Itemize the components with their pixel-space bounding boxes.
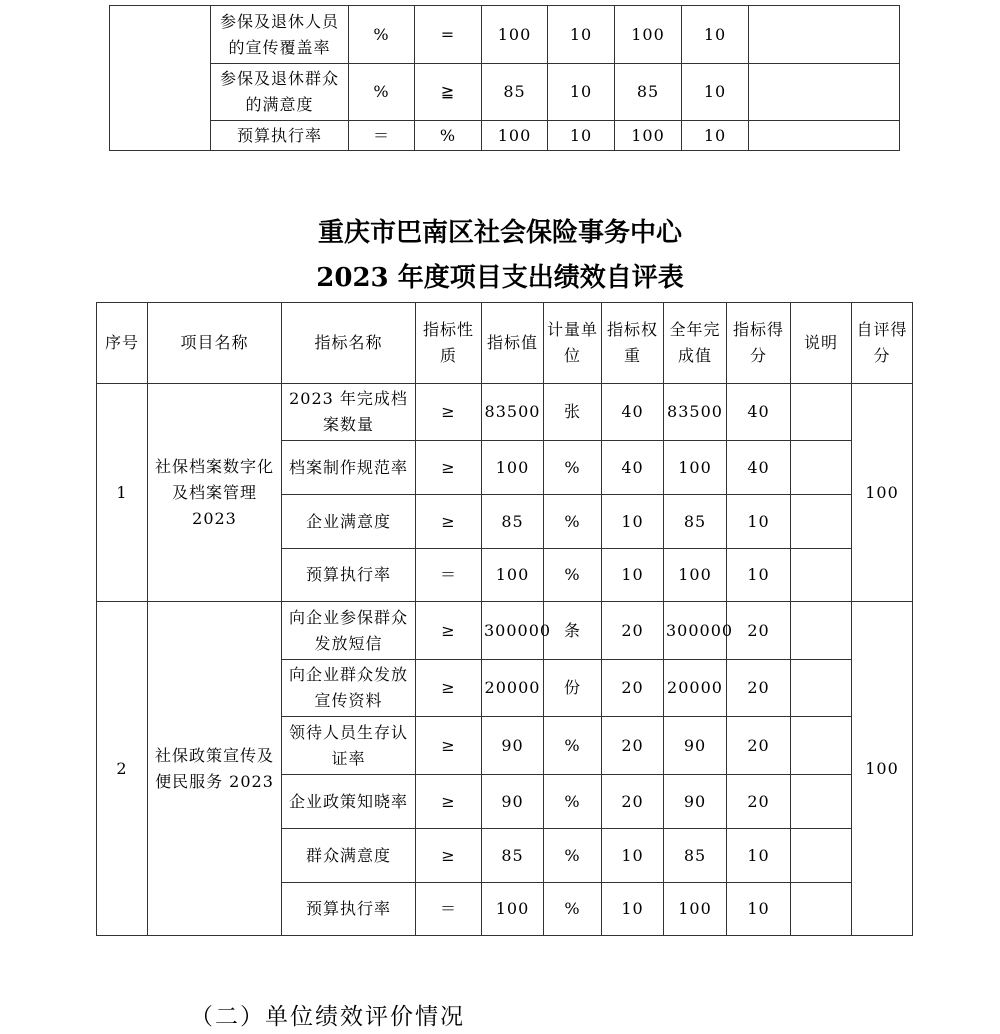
table-cell: 10: [548, 121, 615, 151]
table-cell: 10: [602, 829, 664, 883]
table-cell: 预算执行率: [211, 121, 349, 151]
table-cell: 20000: [482, 660, 544, 717]
table-cell: 83500: [664, 384, 727, 441]
table-cell: 企业满意度: [282, 495, 416, 549]
table-cell: ≥: [416, 441, 482, 495]
table-cell: 100: [482, 121, 548, 151]
table-cell: [749, 64, 900, 121]
table-cell: 向企业群众发放宣传资料: [282, 660, 416, 717]
table-cell: %: [544, 549, 602, 602]
table-row: [97, 602, 913, 660]
table-cell: 83500: [482, 384, 544, 441]
row-number: 2: [97, 602, 148, 936]
column-header: 项目名称: [148, 303, 282, 384]
table-cell: ≥: [416, 660, 482, 717]
table-cell: 条: [544, 602, 602, 660]
table-cell: 参保及退休人员的宣传覆盖率: [211, 6, 349, 64]
table-cell: 85: [664, 495, 727, 549]
column-header: 全年完成值: [664, 303, 727, 384]
table-cell: 预算执行率: [282, 549, 416, 602]
table-cell: %: [415, 121, 482, 151]
table-cell: 10: [727, 549, 791, 602]
table-cell: [791, 883, 852, 936]
table-cell: 张: [544, 384, 602, 441]
table-cell: ≥: [416, 717, 482, 775]
column-header: 指标名称: [282, 303, 416, 384]
table-cell: 20: [727, 602, 791, 660]
table-cell: 10: [602, 883, 664, 936]
column-header: 指标权重: [602, 303, 664, 384]
table-cell: ≧: [415, 64, 482, 121]
self-score: 100: [852, 602, 913, 936]
column-header: 序号: [97, 303, 148, 384]
table-cell: 100: [615, 6, 682, 64]
table-cell: 300000: [482, 602, 544, 660]
table-cell: 100: [664, 441, 727, 495]
table-cell: 100: [482, 6, 548, 64]
performance-table: [96, 302, 913, 936]
table-cell: 群众满意度: [282, 829, 416, 883]
table-cell: [791, 549, 852, 602]
table-cell: [791, 602, 852, 660]
table-cell: %: [544, 717, 602, 775]
section-heading: （二）单位绩效评价情况: [190, 1004, 465, 1030]
table-cell: 100: [615, 121, 682, 151]
table-cell: [791, 775, 852, 829]
table-cell: 10: [548, 64, 615, 121]
table-cell: ≥: [416, 384, 482, 441]
table-cell: [749, 121, 900, 151]
column-header: 指标性质: [416, 303, 482, 384]
table-cell: 90: [482, 717, 544, 775]
column-header: 说明: [791, 303, 852, 384]
table-cell: 10: [682, 64, 749, 121]
table-row: [110, 6, 900, 64]
table-cell: ≥: [416, 775, 482, 829]
table-cell: 企业政策知晓率: [282, 775, 416, 829]
table-cell: ＝: [416, 883, 482, 936]
table-cell: 100: [482, 441, 544, 495]
table-cell: 参保及退休群众的满意度: [211, 64, 349, 121]
table-cell: [791, 384, 852, 441]
table-cell: 20: [602, 660, 664, 717]
table-cell: [791, 495, 852, 549]
table-cell: [791, 717, 852, 775]
row-number: 1: [97, 384, 148, 602]
table-cell: [791, 660, 852, 717]
table-cell: 10: [727, 495, 791, 549]
table-cell: 20: [602, 775, 664, 829]
table-cell: 90: [664, 775, 727, 829]
table-cell: [791, 441, 852, 495]
page-title-line1: 重庆市巴南区社会保险事务中心: [317, 218, 682, 248]
table-cell: 100: [482, 549, 544, 602]
table-cell: 20: [602, 717, 664, 775]
table-cell: 2023 年完成档案数量: [282, 384, 416, 441]
table-cell: 90: [664, 717, 727, 775]
table-cell: =: [415, 6, 482, 64]
table-cell: 领待人员生存认证率: [282, 717, 416, 775]
table-cell: 10: [548, 6, 615, 64]
table-cell: [791, 829, 852, 883]
table-cell: 档案制作规范率: [282, 441, 416, 495]
table-cell: 10: [602, 495, 664, 549]
table-cell: ＝: [416, 549, 482, 602]
table-cell: 85: [664, 829, 727, 883]
table-cell: 10: [727, 883, 791, 936]
table-cell: 20000: [664, 660, 727, 717]
table-cell: 20: [727, 775, 791, 829]
table-cell: 100: [664, 549, 727, 602]
table-cell: 10: [602, 549, 664, 602]
table-cell: 100: [482, 883, 544, 936]
header-row: [97, 303, 913, 384]
table-cell: 20: [602, 602, 664, 660]
table-cell: %: [349, 64, 415, 121]
table-cell: 20: [727, 660, 791, 717]
table-cell: %: [544, 883, 602, 936]
table-cell: 40: [602, 384, 664, 441]
table-cell: 预算执行率: [282, 883, 416, 936]
column-header: 自评得分: [852, 303, 913, 384]
column-header: 指标得分: [727, 303, 791, 384]
table-cell: %: [544, 829, 602, 883]
table-cell: ≥: [416, 495, 482, 549]
table-cell: %: [544, 495, 602, 549]
table-row: [97, 384, 913, 441]
column-header: 指标值: [482, 303, 544, 384]
table-cell: 300000: [664, 602, 727, 660]
project-name: 社保政策宣传及便民服务 2023: [148, 602, 282, 936]
previous-table-fragment: [109, 5, 900, 151]
table-cell: 85: [482, 64, 548, 121]
table-cell: ＝: [349, 121, 415, 151]
table-cell: 85: [482, 495, 544, 549]
table-row: [110, 64, 900, 121]
project-name-cell: [110, 6, 211, 151]
table-cell: 20: [727, 717, 791, 775]
table-cell: 40: [602, 441, 664, 495]
table-cell: ≥: [416, 829, 482, 883]
table-row: [110, 121, 900, 151]
table-cell: %: [544, 775, 602, 829]
page-title-line2: 2023 年度项目支出绩效自评表: [316, 263, 684, 293]
table-cell: 10: [727, 829, 791, 883]
table-cell: 40: [727, 384, 791, 441]
table-cell: 100: [664, 883, 727, 936]
table-cell: %: [349, 6, 415, 64]
table-cell: 85: [482, 829, 544, 883]
table-cell: 40: [727, 441, 791, 495]
table-cell: %: [544, 441, 602, 495]
table-cell: 90: [482, 775, 544, 829]
table-cell: 85: [615, 64, 682, 121]
table-cell: 10: [682, 121, 749, 151]
table-cell: 向企业参保群众发放短信: [282, 602, 416, 660]
project-name: 社保档案数字化及档案管理2023: [148, 384, 282, 602]
table-cell: 10: [682, 6, 749, 64]
table-cell: [749, 6, 900, 64]
self-score: 100: [852, 384, 913, 602]
column-header: 计量单位: [544, 303, 602, 384]
table-cell: 份: [544, 660, 602, 717]
table-cell: ≥: [416, 602, 482, 660]
